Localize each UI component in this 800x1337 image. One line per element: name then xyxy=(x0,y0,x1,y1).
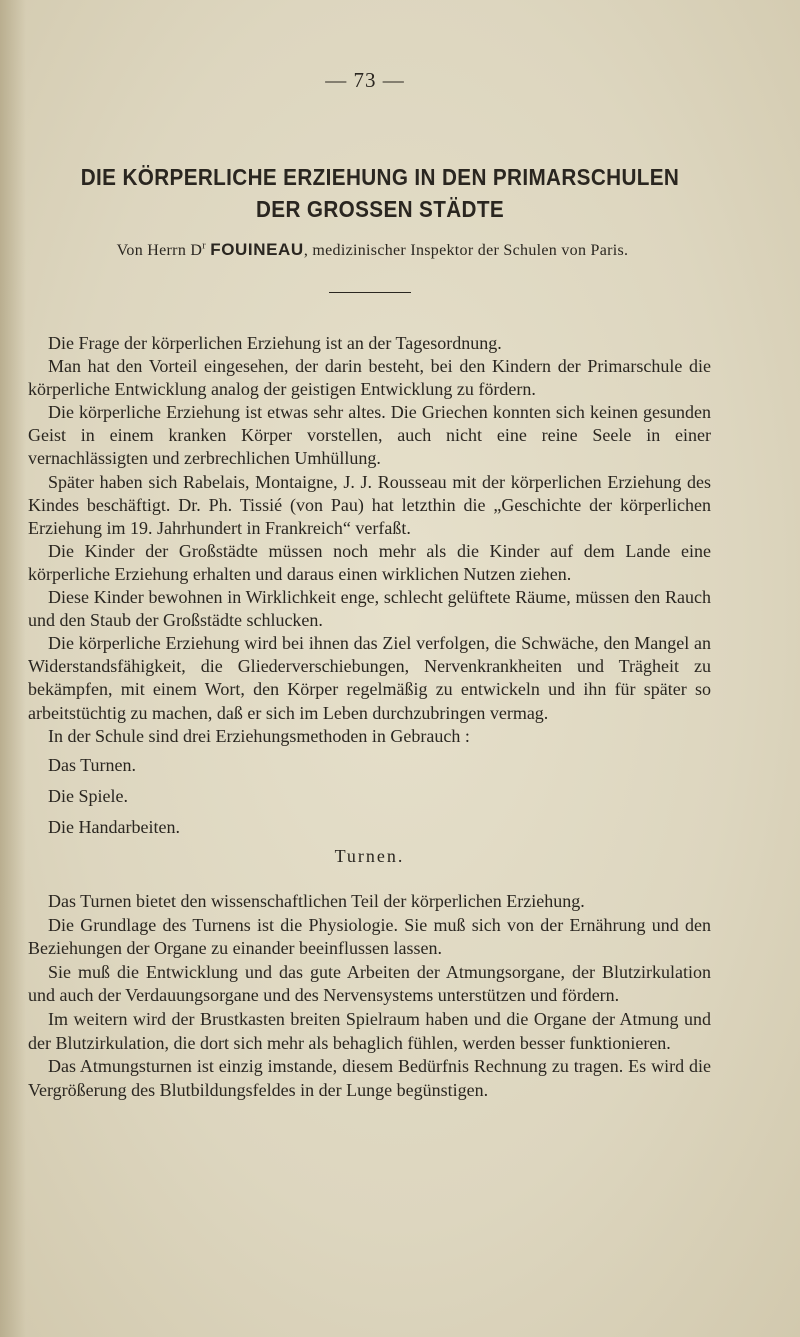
paragraph: Diese Kinder bewohnen in Wirklichkeit enge, schlecht gelüftete Räume, müssen den Rauch und den Staub der Großstädte schlucken. xyxy=(28,587,711,631)
paragraph: Die körperliche Erziehung wird bei ihnen das Ziel verfolgen, die Schwäche, den Mangel an Widerstandsfähigkeit, die Gliederverschiebungen, Nervenkrankheiten und Trägheit zu bekämpfen, mit einem Wort, den Körper regelmäßig zu entwickeln und ihn für später so arbeitstüchtig zu machen, daß er sich im Leben durchzubringen vermag. xyxy=(28,633,711,723)
page-edge-shadow xyxy=(0,0,26,1337)
paragraph: Später haben sich Rabelais, Montaigne, J. J. Rousseau mit der körperlichen Erziehung des Kindes beschäftigt. Dr. Ph. Tissié (von Pau) hat letzthin die „Geschichte der körperlichen Erziehung im 19. Jahrhundert in Frankreich“ verfaßt. xyxy=(28,471,711,538)
byline xyxy=(0,240,745,260)
section-heading: Turnen. xyxy=(334,845,405,866)
paragraph: In der Schule sind drei Erziehungsmethoden in Gebrauch : xyxy=(48,725,470,746)
paragraph: Die Frage der körperlichen Erziehung ist an der Tagesordnung. xyxy=(48,333,502,353)
title-divider xyxy=(329,292,411,293)
article-body xyxy=(28,332,711,1102)
paragraph: Im weitern wird der Brustkasten breiten Spielraum haben und die Organe der Atmung und der Blutzirkulation, die dort sich mehr als behaglich fühlen, werden besser funktionieren. xyxy=(28,1009,711,1053)
paragraph: Man hat den Vorteil eingesehen, der darin besteht, bei den Kindern der Primarschule die körperliche Entwicklung analog der geistigen Entwicklung zu fördern. xyxy=(28,356,711,400)
list-item: Das Turnen. xyxy=(48,754,137,775)
paragraph: Die Kinder der Großstädte müssen noch mehr als die Kinder auf dem Lande eine körperliche Erziehung erhalten und daraus einen wirklichen Nutzen ziehen. xyxy=(28,540,711,584)
list-item: Die Handarbeiten. xyxy=(48,816,180,837)
page-number: — 73 — xyxy=(325,68,405,92)
paragraph: Das Turnen bietet den wissenschaftlichen Teil der körperlichen Erziehung. xyxy=(48,891,585,912)
article-title-line-2: DER GROSSEN STÄDTE xyxy=(255,196,505,222)
paragraph: Sie muß die Entwicklung und das gute Arbeiten der Atmungsorgane, der Blutzirkulation und auch der Verdauungsorgane und des Nervensystems unterstützen und fördern. xyxy=(28,961,711,1006)
byline-prefix: Von Herrn D xyxy=(116,242,203,259)
paragraph: Das Atmungsturnen ist einzig imstande, diesem Bedürfnis Rechnung zu tragen. Es wird die Vergrößerung des Blutbildungsfeldes in der Lunge begünstigen. xyxy=(28,1056,711,1100)
paragraph: Die körperliche Erziehung ist etwas sehr altes. Die Griechen konnten sich keinen gesunden Geist in einem kranken Körper vorstellen, auch nicht eine reine Seele in einer vernachlässigten und zerbrechlichen Umhüllung. xyxy=(28,402,711,469)
paragraph: Die Grundlage des Turnens ist die Physiologie. Sie muß sich von der Ernährung und den Beziehungen der Organe zu einander beeinflussen lassen. xyxy=(28,914,711,959)
byline-suffix: , medizinischer Inspektor der Schulen von Paris. xyxy=(303,242,629,259)
byline-prefix-sup: r xyxy=(202,240,206,252)
author-name: FOUINEAU xyxy=(210,240,304,259)
list-item: Die Spiele. xyxy=(48,785,128,806)
article-title-line-1: DIE KÖRPERLICHE ERZIEHUNG IN DEN PRIMARSCHULEN xyxy=(80,164,680,190)
